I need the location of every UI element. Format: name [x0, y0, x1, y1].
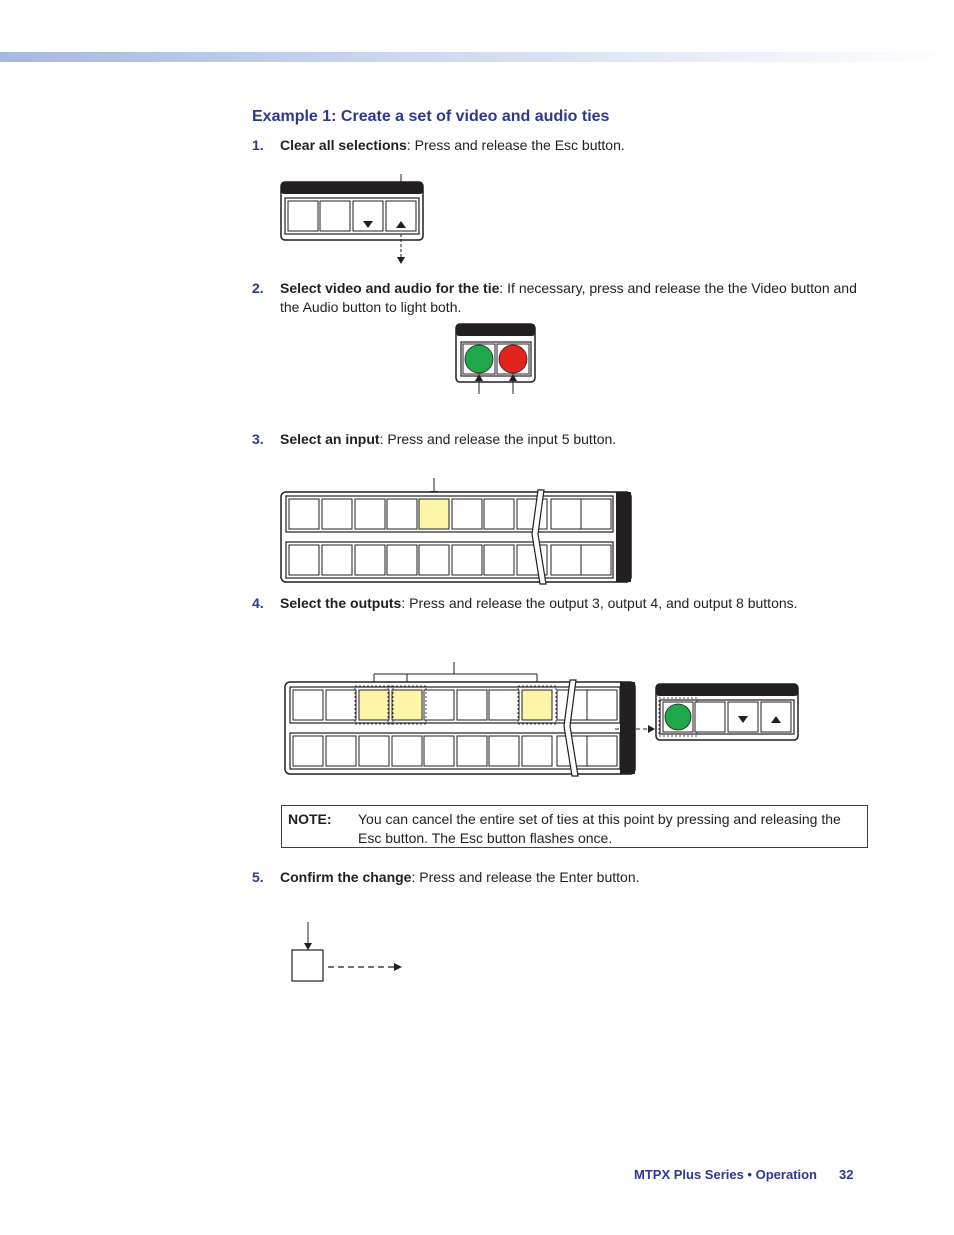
output-button[interactable]	[419, 545, 449, 575]
section-heading: Example 1: Create a set of video and audio ties	[252, 108, 610, 125]
output-button[interactable]	[293, 736, 323, 766]
output-8-button[interactable]	[522, 690, 552, 720]
input-button[interactable]	[387, 499, 417, 529]
step-number: 2.	[252, 280, 264, 296]
input-button[interactable]	[489, 690, 519, 720]
output-4-button[interactable]	[392, 690, 422, 720]
footer-title: MTPX Plus Series • Operation	[634, 1167, 817, 1182]
step-number: 3.	[252, 431, 264, 447]
output-button[interactable]	[355, 545, 385, 575]
input-button[interactable]	[355, 499, 385, 529]
output-button[interactable]	[289, 545, 319, 575]
panel-button[interactable]	[320, 201, 350, 231]
input-button[interactable]	[581, 499, 611, 529]
page-number: 32	[839, 1167, 854, 1182]
note-label: NOTE:	[288, 811, 332, 827]
input-button[interactable]	[293, 690, 323, 720]
step-number: 4.	[252, 595, 264, 611]
output-3-button[interactable]	[359, 690, 389, 720]
step-number: 5.	[252, 869, 264, 885]
output-button[interactable]	[489, 736, 519, 766]
step-3	[252, 430, 862, 449]
input-button[interactable]	[322, 499, 352, 529]
input-button[interactable]	[326, 690, 356, 720]
output-button[interactable]	[322, 545, 352, 575]
step-text: : Press and release the output 3, output 4, and output 8 buttons.	[401, 595, 798, 611]
output-button[interactable]	[587, 736, 617, 766]
step-text: : Press and release the Esc button.	[406, 137, 625, 153]
page-footer	[634, 1167, 853, 1182]
input-button[interactable]	[424, 690, 454, 720]
step-title: Confirm the change	[280, 869, 412, 885]
step-4	[252, 594, 862, 613]
note-text: You can cancel the entire set of ties at this point by pressing and releasing the Esc button. The Esc button flashes once.	[358, 811, 841, 846]
input-button[interactable]	[484, 499, 514, 529]
output-button[interactable]	[424, 736, 454, 766]
step-title: Select video and audio for the tie	[280, 280, 500, 296]
enter-button[interactable]	[292, 950, 323, 981]
output-button[interactable]	[457, 736, 487, 766]
input-button[interactable]	[587, 690, 617, 720]
input-button[interactable]	[289, 499, 319, 529]
header-band	[0, 52, 954, 62]
step-title: Clear all selections	[280, 137, 407, 153]
output-button[interactable]	[359, 736, 389, 766]
step-text: : Press and release the Enter button.	[411, 869, 640, 885]
output-panel-figure	[280, 660, 805, 782]
output-button[interactable]	[387, 545, 417, 575]
input-button[interactable]	[457, 690, 487, 720]
output-button[interactable]	[522, 736, 552, 766]
step-title: Select an input	[280, 431, 380, 447]
output-button[interactable]	[326, 736, 356, 766]
note-box	[281, 805, 868, 848]
step-title: Select the outputs	[280, 595, 402, 611]
input-5-button[interactable]	[419, 499, 449, 529]
output-button[interactable]	[392, 736, 422, 766]
video-audio-panel-figure	[452, 320, 542, 398]
output-button[interactable]	[581, 545, 611, 575]
step-text: : Press and release the input 5 button.	[379, 431, 617, 447]
step-text: : If necessary, press and release the the Video button and the Audio button to light both.	[280, 280, 857, 315]
step-5	[252, 868, 862, 887]
enter-button-figure	[288, 920, 408, 984]
step-1	[252, 136, 862, 155]
step-2	[252, 279, 862, 317]
panel-button[interactable]	[695, 702, 725, 732]
output-button[interactable]	[452, 545, 482, 575]
input-panel-figure	[276, 476, 636, 588]
step-number: 1.	[252, 137, 264, 153]
input-button[interactable]	[452, 499, 482, 529]
esc-panel-figure	[276, 170, 436, 270]
input-button[interactable]	[551, 499, 581, 529]
panel-button[interactable]	[288, 201, 318, 231]
output-button[interactable]	[551, 545, 581, 575]
output-button[interactable]	[484, 545, 514, 575]
